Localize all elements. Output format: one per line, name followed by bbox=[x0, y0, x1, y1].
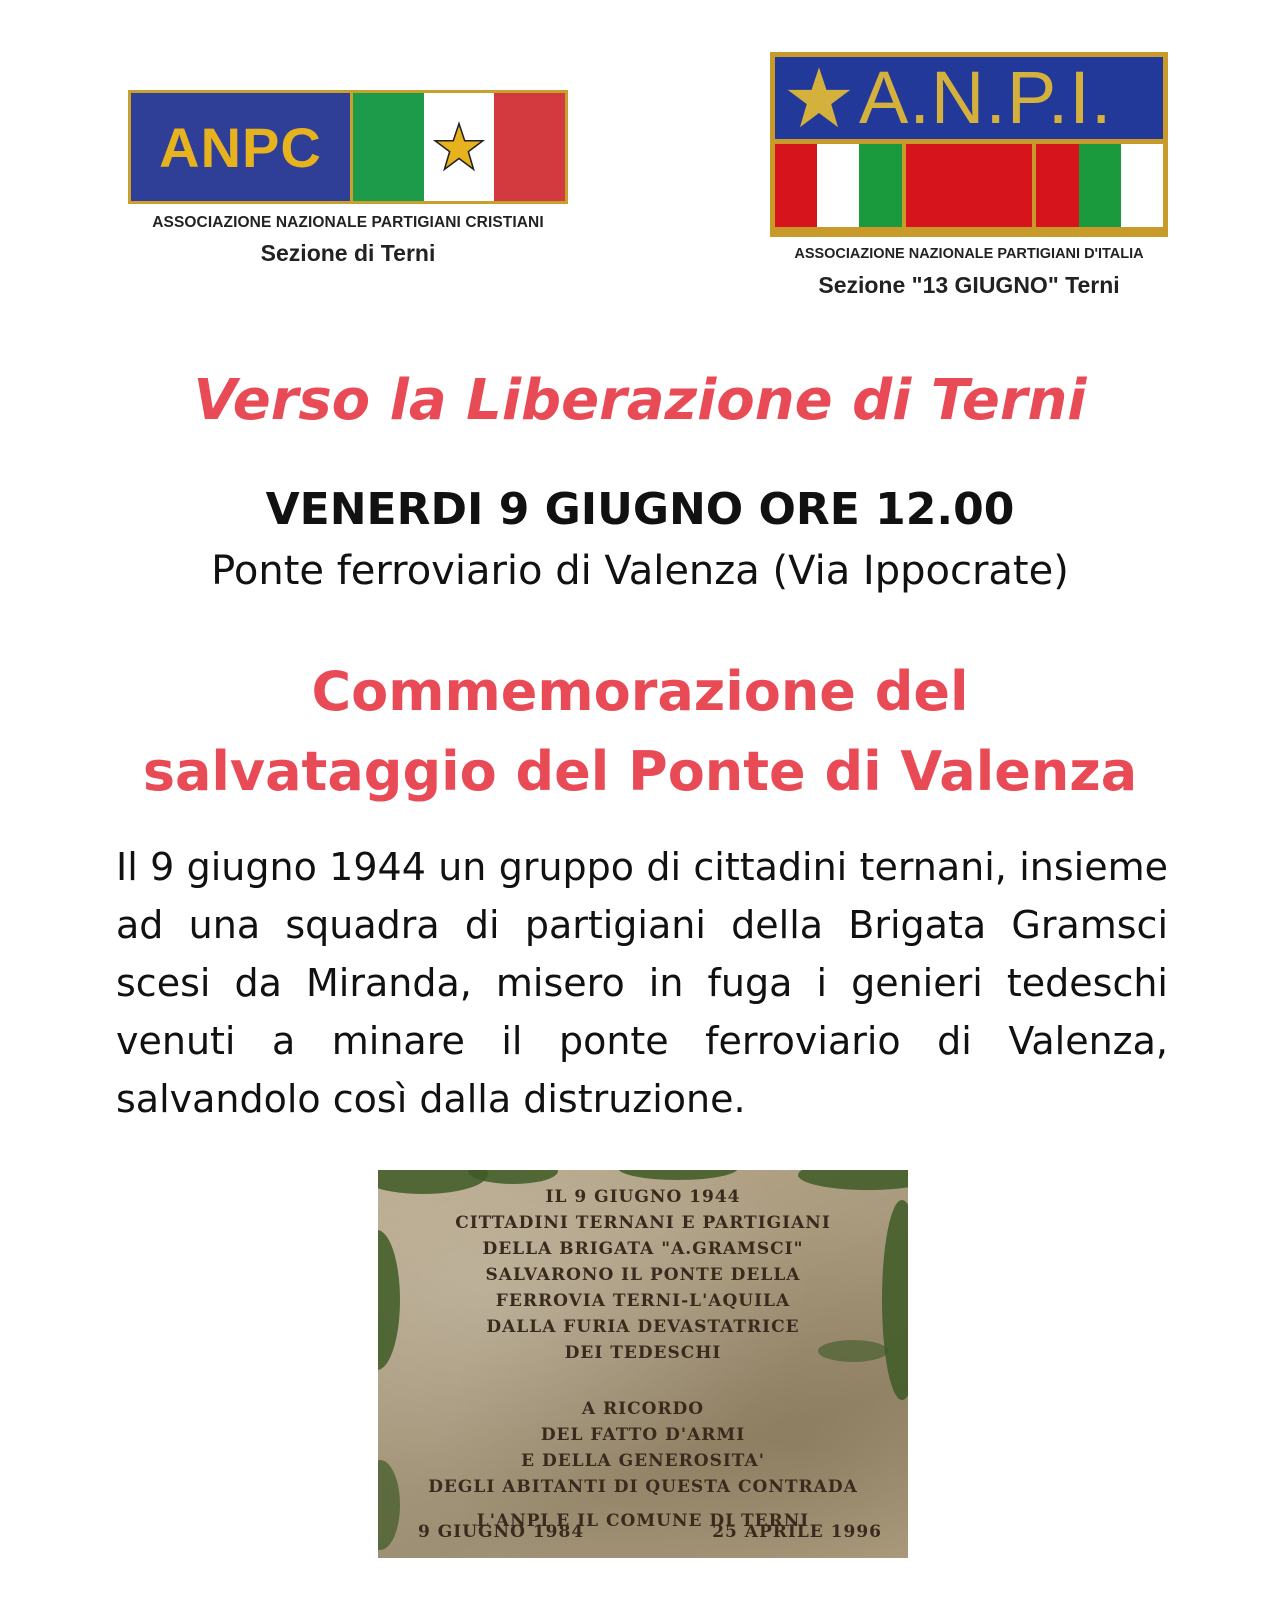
plaque-photo bbox=[378, 1170, 908, 1558]
anpc-caption: ASSOCIAZIONE NAZIONALE PARTIGIANI CRISTIANI bbox=[152, 214, 544, 231]
anpc-logo bbox=[128, 90, 568, 204]
event-description: Il 9 giugno 1944 un gruppo di cittadini ternani, insieme ad una squadra di partigiani della Brigata Gramsci scesi da Miranda, misero in fuga i genieri tedeschi venuti a minare il ponte ferroviario di Valenza, salvandolo così dalla distruzione. bbox=[116, 845, 1168, 1121]
anpi-section: Sezione "13 GIUGNO" Terni bbox=[818, 272, 1120, 298]
plaque-date-right: 25 APRILE 1996 bbox=[712, 1522, 882, 1542]
anpi-logo-mark bbox=[775, 57, 1163, 139]
plaque-line: L'ANPI E IL COMUNE DI TERNI bbox=[476, 1511, 810, 1531]
plaque-line: IL 9 GIUGNO 1944 bbox=[545, 1187, 741, 1207]
plaque-date-left: 9 GIUGNO 1984 bbox=[418, 1522, 585, 1542]
anpi-logo-text: A.N.P.I. bbox=[859, 56, 1113, 139]
plaque-line: FERROVIA TERNI-L'AQUILA bbox=[495, 1291, 791, 1311]
plaque-line: DELLA BRIGATA "A.GRAMSCI" bbox=[482, 1239, 804, 1259]
plaque-line: SALVARONO IL PONTE DELLA bbox=[485, 1265, 801, 1285]
anpi-caption: ASSOCIAZIONE NAZIONALE PARTIGIANI D'ITALIA bbox=[794, 246, 1144, 262]
event-heading bbox=[0, 652, 1280, 812]
event-place: Ponte ferroviario di Valenza (Via Ippocrate) bbox=[211, 548, 1069, 594]
plaque-line: CITTADINI TERNANI E PARTIGIANI bbox=[455, 1213, 831, 1233]
plaque-line: E DELLA GENEROSITA' bbox=[521, 1451, 765, 1471]
anpi-logo bbox=[770, 52, 1168, 237]
event-heading-line1: Commemorazione del bbox=[311, 660, 969, 723]
event-heading-line2: salvataggio del Ponte di Valenza bbox=[142, 740, 1138, 803]
plaque-line: DEGLI ABITANTI DI QUESTA CONTRADA bbox=[428, 1477, 858, 1497]
anpi-flag-band bbox=[775, 144, 1163, 227]
plaque-line: DEI TEDESCHI bbox=[564, 1343, 722, 1363]
anpc-flag bbox=[353, 93, 565, 201]
star-icon bbox=[785, 64, 853, 132]
anpc-logo-mark bbox=[131, 93, 353, 201]
anpc-section: Sezione di Terni bbox=[260, 240, 436, 266]
plaque-line: DEL FATTO D'ARMI bbox=[540, 1425, 746, 1445]
plaque-inscription bbox=[378, 1184, 908, 1534]
plaque-dates bbox=[418, 1522, 882, 1542]
star-icon bbox=[433, 121, 485, 173]
anpc-logo-text: ANPC bbox=[159, 115, 322, 179]
plaque-line: DALLA FURIA DEVASTATRICE bbox=[486, 1317, 800, 1337]
event-date: VENERDI 9 GIUGNO ORE 12.00 bbox=[265, 484, 1015, 535]
event-title: Verso la Liberazione di Terni bbox=[193, 368, 1087, 433]
plaque-line: A RICORDO bbox=[581, 1399, 705, 1419]
